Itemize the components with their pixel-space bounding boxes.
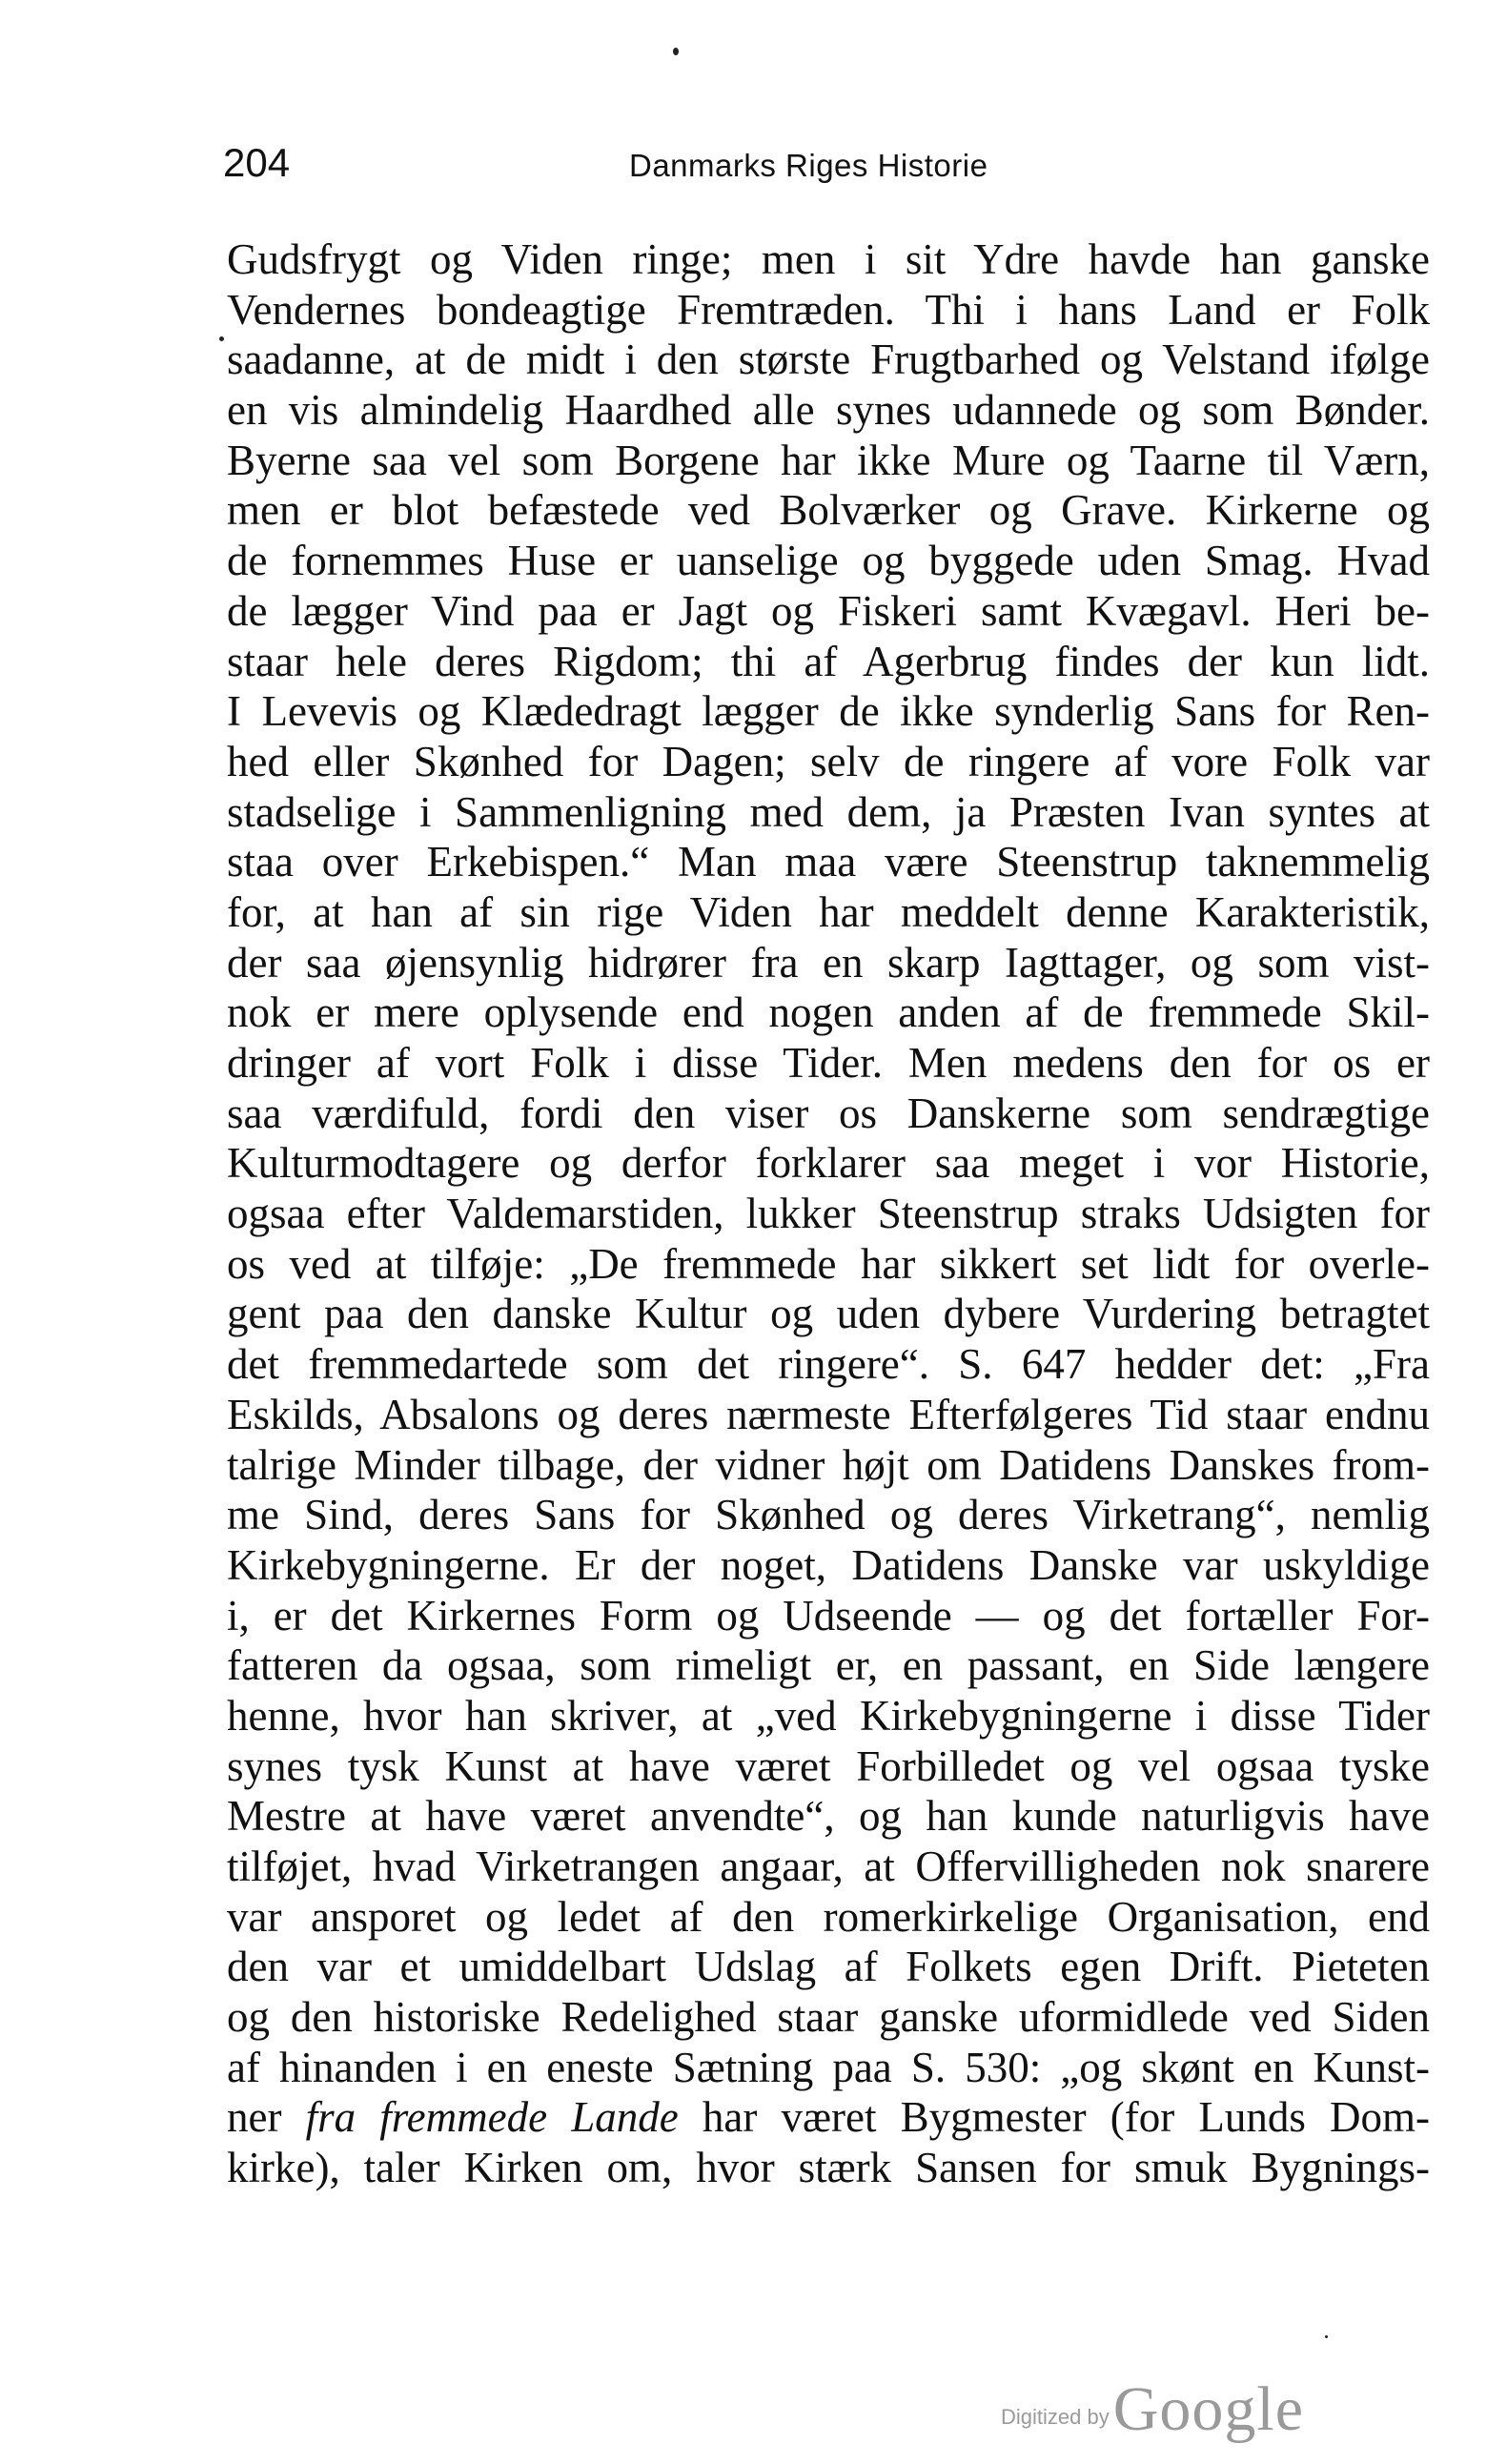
- text-line-with-italic: [227, 2092, 1430, 2143]
- text-line: hed eller Skønhed for Dagen; selv de ringere af vore Folk var: [227, 737, 1430, 785]
- text-line: me Sind, deres Sans for Skønhed og deres Virketrang“, nemlig: [227, 1491, 1430, 1539]
- digitized-watermark: [1001, 2373, 1304, 2446]
- text-line: gent paa den danske Kultur og uden dybere Vurdering betragtet: [227, 1290, 1430, 1338]
- text-line: af hinanden i en eneste Sætning paa S. 530: „og skønt en Kunst-: [227, 2043, 1430, 2091]
- text-line: kirke), taler Kirken om, hvor stærk Sansen for smuk Bygnings-: [227, 2144, 1430, 2192]
- text-line: det fremmedartede som det ringere“. S. 647 hedder det: „Fra: [227, 1340, 1430, 1389]
- text-line: fatteren da ogsaa, som rimeligt er, en passant, en Side længere: [227, 1641, 1430, 1690]
- text-line: henne, hvor han skriver, at „ved Kirkebygningerne i disse Tider: [227, 1691, 1430, 1740]
- print-speck: [673, 48, 679, 55]
- text-line: stadselige i Sammenligning med dem, ja Præsten Ivan syntes at: [227, 787, 1430, 836]
- text-line: ogsaa efter Valdemarstiden, lukker Steenstrup straks Udsigten for: [227, 1190, 1430, 1238]
- text-line: I Levevis og Klædedragt lægger de ikke synderlig Sans for Ren-: [227, 687, 1430, 736]
- body-text: [227, 234, 1430, 2193]
- text-line: var ansporet og ledet af den romerkirkelige Organisation, end: [227, 1892, 1430, 1941]
- text-segment: har været Bygmester (for Lunds Dom-: [678, 2093, 1430, 2142]
- text-line: for, at han af sin rige Viden har meddelt denne Karakteristik,: [227, 887, 1430, 936]
- text-line: de lægger Vind paa er Jagt og Fiskeri samt Kvægavl. Heri be-: [227, 586, 1430, 635]
- text-segment: ner: [227, 2093, 306, 2142]
- text-line: den var et umiddelbart Udslag af Folkets egen Drift. Pieteten: [227, 1943, 1430, 1991]
- text-line: staar hele deres Rigdom; thi af Agerbrug findes der kun lidt.: [227, 637, 1430, 685]
- text-line: Kulturmodtagere og derfor forklarer saa meget i vor Historie,: [227, 1139, 1430, 1188]
- text-line: nok er mere oplysende end nogen anden af de fremmede Skil-: [227, 988, 1430, 1037]
- print-speck: [1325, 2335, 1328, 2338]
- text-line: saa værdifuld, fordi den viser os Danskerne som sendrægtige: [227, 1089, 1430, 1137]
- running-title: Danmarks Riges Historie: [629, 148, 988, 183]
- watermark-prefix: Digitized by: [1001, 2405, 1110, 2429]
- print-speck: [219, 336, 224, 341]
- text-line: de fornemmes Huse er uanselige og byggede uden Smag. Hvad: [227, 537, 1430, 585]
- google-logo: Google: [1112, 2374, 1305, 2444]
- text-line: Gudsfrygt og Viden ringe; men i sit Ydre havde han ganske: [227, 235, 1430, 283]
- text-line: Vendernes bondeagtige Fremtræden. Thi i hans Land er Folk: [227, 285, 1430, 334]
- text-line: dringer af vort Folk i disse Tider. Men medens den for os er: [227, 1039, 1430, 1087]
- text-line: Mestre at have været anvendte“, og han kunde naturligvis have: [227, 1792, 1430, 1841]
- text-line: os ved at tilføje: „De fremmede har sikkert set lidt for overle-: [227, 1239, 1430, 1288]
- text-line: Eskilds, Absalons og deres nærmeste Efterfølgeres Tid staar endnu: [227, 1390, 1430, 1438]
- text-line: der saa øjensynlig hidrører fra en skarp Iagttager, og som vist-: [227, 938, 1430, 987]
- text-line: Kirkebygningerne. Er der noget, Datidens Danske var uskyldige: [227, 1540, 1430, 1589]
- text-line: tilføjet, hvad Virketrangen angaar, at Offervilligheden nok snarere: [227, 1843, 1430, 1890]
- text-line: og den historiske Redelighed staar ganske uformidlede ved Siden: [227, 1993, 1430, 2042]
- text-line: Byerne saa vel som Borgene har ikke Mure og Taarne til Værn,: [227, 436, 1430, 484]
- text-line: staa over Erkebispen.“ Man maa være Steenstrup taknemmelig: [227, 838, 1430, 886]
- text-line: men er blot befæstede ved Bolværker og Grave. Kirkerne og: [227, 486, 1430, 535]
- italic-phrase: fra fremmede Lande: [305, 2093, 679, 2142]
- page-number: 204: [223, 140, 291, 185]
- text-line: en vis almindelig Haardhed alle synes udannede og som Bønder.: [227, 386, 1430, 435]
- text-line: talrige Minder tilbage, der vidner højt om Datidens Danskes from-: [227, 1440, 1430, 1489]
- text-line: i, er det Kirkernes Form og Udseende — og det fortæller For-: [227, 1591, 1430, 1639]
- text-line: synes tysk Kunst at have været Forbilledet og vel ogsaa tyske: [227, 1741, 1430, 1790]
- text-line: saadanne, at de midt i den største Frugtbarhed og Velstand ifølge: [227, 336, 1430, 384]
